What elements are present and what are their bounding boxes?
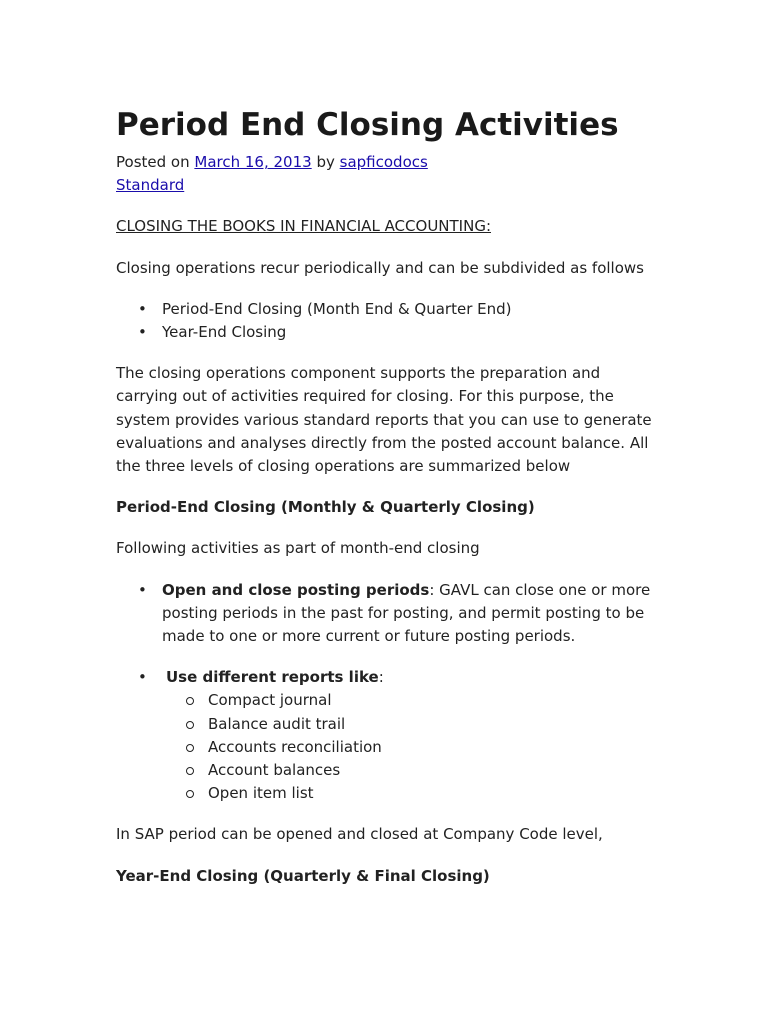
intro-paragraph: Closing operations recur periodically and can be subdivided as follows <box>116 258 644 277</box>
posted-on-label: Posted on <box>116 153 190 171</box>
list-item <box>162 782 656 805</box>
list-item: • Period-End Closing (Month End & Quarter End) <box>116 298 656 321</box>
activities-list <box>116 579 656 806</box>
circle-bullet-icon <box>186 767 194 775</box>
post-meta <box>116 151 656 197</box>
reports-list <box>162 689 656 805</box>
sap-paragraph: In SAP period can be opened and closed at Company Code level, <box>116 825 603 844</box>
activity-item-reports <box>116 666 656 805</box>
category-link[interactable]: Standard <box>116 176 185 195</box>
post-title: Period End Closing Activities <box>116 107 619 143</box>
by-label: by <box>316 153 335 171</box>
period-end-heading: Period-End Closing (Monthly & Quarterly Closing) <box>116 498 535 517</box>
post-date-link[interactable]: March 16, 2013 <box>194 153 312 171</box>
activity-item-posting-periods <box>116 579 656 649</box>
list-item-label: Compact journal <box>208 691 332 710</box>
list-item-label: Account balances <box>208 761 341 780</box>
main-heading: CLOSING THE BOOKS IN FINANCIAL ACCOUNTING: <box>116 217 491 236</box>
list-item: • Year-End Closing <box>116 321 656 344</box>
circle-bullet-icon <box>186 721 194 729</box>
posted-line <box>116 151 656 174</box>
activity-description: : GAVL can close one or more posting periods in the past for posting, and permit posting to be made to one or more current or future posting periods. <box>162 580 651 646</box>
list-item <box>162 759 656 782</box>
component-paragraph: The closing operations component supports the preparation and carrying out of activities required for closing. For this purpose, the system provides various standard reports that you can use to generate evaluations and analyses directly from the posted account balance. All the three levels of closing operations are summarized below <box>116 364 652 476</box>
post-content <box>116 104 656 888</box>
list-item <box>162 689 656 712</box>
list-item-label: Accounts reconciliation <box>208 737 382 756</box>
circle-bullet-icon <box>186 697 194 705</box>
category-line <box>116 174 656 197</box>
year-end-heading: Year-End Closing (Quarterly & Final Closing) <box>116 866 490 885</box>
activity-title: Open and close posting periods <box>162 580 430 599</box>
activity-title: Use different reports like <box>166 668 379 687</box>
closing-types-list <box>116 298 656 344</box>
circle-bullet-icon <box>186 790 194 798</box>
list-item <box>162 736 656 759</box>
activity-colon: : <box>378 668 384 687</box>
activities-intro: Following activities as part of month-end closing <box>116 539 480 558</box>
author-link[interactable]: sapficodocs <box>339 153 428 171</box>
list-item-label: Balance audit trail <box>208 714 346 733</box>
circle-bullet-icon <box>186 744 194 752</box>
list-item-label: Open item list <box>208 784 314 803</box>
list-item <box>162 713 656 736</box>
